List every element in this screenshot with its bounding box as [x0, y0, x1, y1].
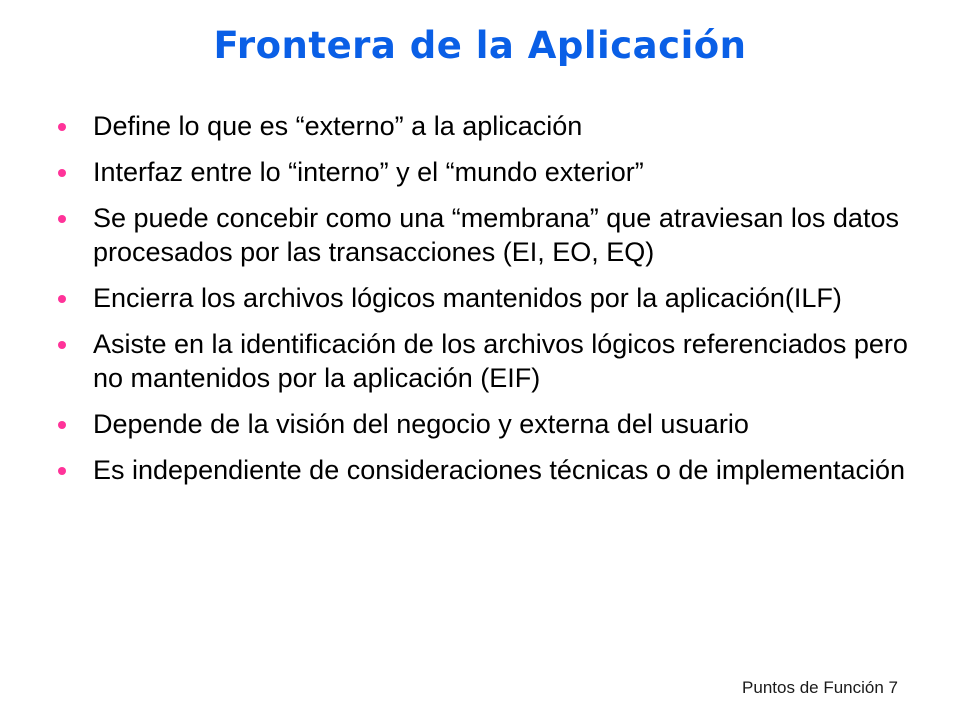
bullet-text: Es independiente de consideraciones técnicas o de implementación — [93, 455, 906, 485]
slide-footer: Puntos de Función 7 — [742, 678, 898, 697]
slide-title: Frontera de la Aplicación — [213, 24, 747, 67]
bullet-dot-icon — [58, 215, 66, 223]
bullet-dot-icon — [58, 421, 66, 429]
bullet-text: Asiste en la identificación de los archivos lógicos referenciados pero no mantenidos por la aplicación (EIF) — [93, 329, 908, 393]
bullet-text: Se puede concebir como una “membrana” que atraviesan los datos procesados por las transacciones (EI, EO, EQ) — [93, 203, 899, 267]
bullet-dot-icon — [58, 341, 66, 349]
bullet-text: Define lo que es “externo” a la aplicación — [93, 111, 583, 141]
bullet-text: Interfaz entre lo “interno” y el “mundo exterior” — [93, 157, 644, 187]
bullet-item — [56, 453, 916, 487]
bullet-dot-icon — [58, 123, 66, 131]
bullet-item — [56, 327, 916, 395]
bullet-item — [56, 155, 916, 189]
bullet-text: Depende de la visión del negocio y externa del usuario — [93, 409, 749, 439]
bullet-item — [56, 281, 916, 315]
bullet-dot-icon — [58, 467, 66, 475]
bullet-text: Encierra los archivos lógicos mantenidos por la aplicación(ILF) — [93, 283, 842, 313]
bullet-dot-icon — [58, 169, 66, 177]
bullet-dot-icon — [58, 295, 66, 303]
bullet-item — [56, 407, 916, 441]
bullet-item — [56, 201, 916, 269]
bullet-item — [56, 109, 916, 143]
bullet-list — [56, 109, 916, 499]
